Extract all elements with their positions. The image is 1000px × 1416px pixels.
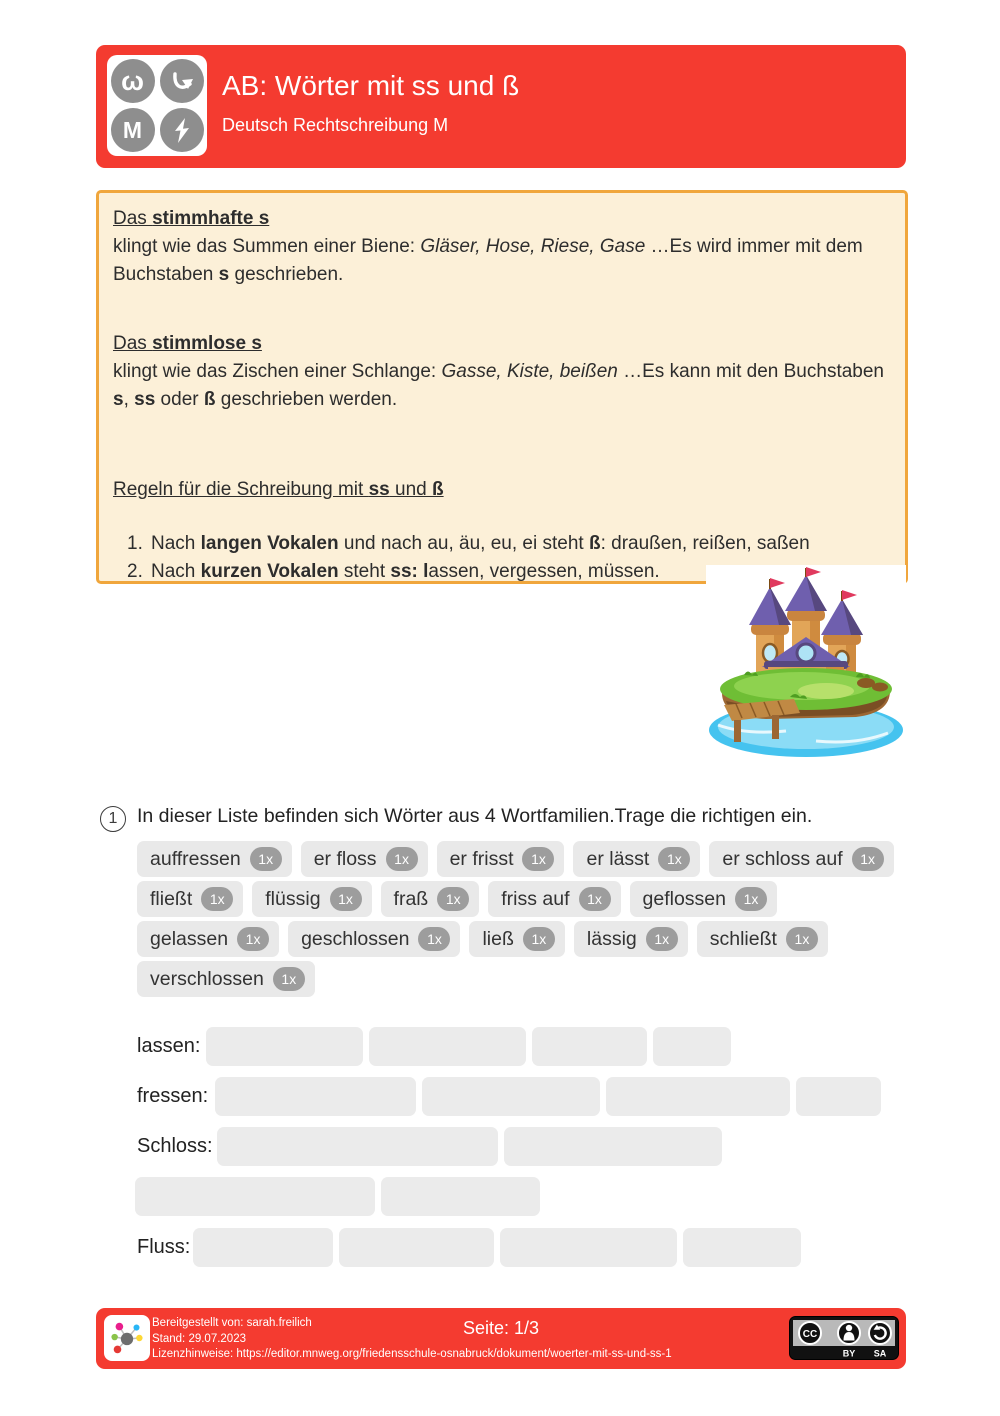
count-badge: 1x: [418, 927, 450, 951]
answer-slot[interactable]: [796, 1077, 881, 1116]
answer-slot[interactable]: [500, 1228, 677, 1267]
castle-illustration: [706, 565, 906, 761]
word-chip[interactable]: [437, 841, 565, 877]
rule-item-2: 2. Nach kurzen Vokalen steht ss: lassen, vergessen, müssen.: [127, 558, 891, 584]
count-badge: 1x: [786, 927, 818, 951]
word-chip-label: er floss: [313, 847, 377, 870]
slot-row-fressen: [215, 1077, 881, 1116]
category-label-fressen: fressen:: [137, 1085, 209, 1107]
lightning-icon: [160, 108, 204, 152]
word-chip[interactable]: [697, 921, 828, 957]
word-chip-label: lässig: [586, 927, 637, 950]
word-chip[interactable]: [137, 841, 292, 877]
cc-by-icon: [838, 1322, 860, 1344]
curved-arrow-icon: [160, 59, 204, 103]
answer-slot[interactable]: [683, 1228, 801, 1267]
answer-slot[interactable]: [422, 1077, 600, 1116]
word-chip-label: er lässt: [586, 847, 650, 870]
count-badge: 1x: [237, 927, 269, 951]
answer-slot[interactable]: [653, 1027, 731, 1066]
omega-icon: ω: [111, 59, 155, 103]
word-chip[interactable]: [630, 881, 777, 917]
count-badge: 1x: [386, 847, 418, 871]
word-chip[interactable]: [574, 921, 688, 957]
footer-license-link[interactable]: Lizenzhinweise: https://editor.mnweg.org/friedensschule-osnabruck/dokument/woerter-mit-ss-und-ss-1: [152, 1348, 672, 1360]
word-chip-label: fraß: [393, 887, 429, 910]
task-number-badge: 1: [100, 806, 126, 832]
header-bar: [96, 45, 906, 168]
footer-stand-date: Stand: 29.07.2023: [152, 1332, 246, 1345]
answer-slot[interactable]: [369, 1027, 526, 1066]
footer-bar: [96, 1308, 906, 1369]
word-chip[interactable]: [137, 921, 279, 957]
info-paragraph: klingt wie das Zischen einer Schlange: Gasse, Kiste, beißen …Es kann mit den Buchstaben s, ss oder ß geschrieben werden.: [113, 361, 884, 410]
count-badge: 1x: [579, 887, 611, 911]
rules-heading: Regeln für die Schreibung mit ss und ß: [113, 479, 444, 500]
word-chip-label: geflossen: [642, 887, 726, 910]
word-chip-label: auffressen: [150, 847, 241, 870]
page-title: AB: Wörter mit ss und ß: [222, 70, 520, 101]
svg-text:BY: BY: [842, 1348, 856, 1359]
word-chip[interactable]: [137, 961, 315, 997]
info-paragraph: klingt wie das Summen einer Biene: Gläser, Hose, Riese, Gase …Es wird immer mit dem Buchstaben s geschrieben.: [113, 236, 863, 285]
count-badge: 1x: [658, 847, 690, 871]
answer-slot[interactable]: [532, 1027, 647, 1066]
info-heading-stimmhaftes-s: Das stimmhafte s: [113, 208, 270, 229]
word-chip-label: friss auf: [501, 887, 570, 910]
count-badge: 1x: [330, 887, 362, 911]
rule-text: Nach langen Vokalen und nach au, äu, eu, ei steht ß: draußen, reißen, saßen: [151, 533, 810, 554]
answer-slot[interactable]: [206, 1027, 363, 1066]
cc-icon: [799, 1322, 821, 1344]
info-heading-stimmloses-s: Das stimmlose s: [113, 333, 262, 354]
count-badge: 1x: [852, 847, 884, 871]
word-chip-label: schließt: [709, 927, 777, 950]
answer-slot[interactable]: [135, 1177, 375, 1216]
slot-row-schloss: [217, 1127, 722, 1166]
word-chip[interactable]: [469, 921, 564, 957]
word-chip[interactable]: [381, 881, 480, 917]
info-box: [96, 190, 908, 584]
chip-row: [137, 961, 927, 997]
answer-slot[interactable]: [381, 1177, 540, 1216]
word-chip-label: fließt: [150, 887, 193, 910]
word-chip[interactable]: [488, 881, 620, 917]
answer-slot[interactable]: [339, 1228, 494, 1267]
chip-row: [137, 841, 927, 877]
slot-row-lassen: [206, 1027, 731, 1066]
answer-slot[interactable]: [217, 1127, 498, 1166]
cc-sa-icon: [869, 1322, 891, 1344]
answer-slot[interactable]: [215, 1077, 416, 1116]
chip-row: [137, 921, 927, 957]
word-chip-label: verschlossen: [150, 967, 264, 990]
word-chip-label: geschlossen: [301, 927, 410, 950]
word-chip[interactable]: [137, 881, 243, 917]
word-chip-list: [137, 841, 927, 1001]
svg-text:CC: CC: [802, 1329, 818, 1340]
word-chip[interactable]: [709, 841, 893, 877]
chip-row: [137, 881, 927, 917]
category-label-fluss: Fluss:: [137, 1236, 191, 1258]
word-chip-label: er schloss auf: [722, 847, 843, 870]
answer-slot[interactable]: [606, 1077, 790, 1116]
cc-by-sa-badge: [789, 1316, 899, 1365]
category-label-lassen: lassen:: [137, 1035, 201, 1057]
count-badge: 1x: [437, 887, 469, 911]
word-chip-label: flüssig: [265, 887, 321, 910]
word-chip[interactable]: [288, 921, 460, 957]
category-label-schloss: Schloss:: [137, 1135, 213, 1157]
page-indicator: Seite: 1/3: [462, 1318, 540, 1338]
answer-slot[interactable]: [193, 1228, 333, 1267]
svg-text:SA: SA: [873, 1348, 887, 1359]
word-chip-label: er frisst: [449, 847, 514, 870]
slot-row-schloss-continued: [135, 1177, 540, 1216]
count-badge: 1x: [201, 887, 233, 911]
word-chip[interactable]: [573, 841, 700, 877]
count-badge: 1x: [523, 927, 555, 951]
footer-provided-by: Bereitgestellt von: sarah.freilich: [152, 1317, 312, 1329]
count-badge: 1x: [735, 887, 767, 911]
count-badge: 1x: [250, 847, 282, 871]
word-chip-label: gelassen: [150, 927, 229, 950]
slot-row-fluss: [193, 1228, 801, 1267]
word-chip[interactable]: [301, 841, 428, 877]
word-chip-label: ließ: [482, 927, 514, 950]
task-instruction: In dieser Liste befinden sich Wörter aus 4 Wortfamilien.Trage die richtigen ein.: [137, 805, 813, 827]
letter-m-icon: M: [111, 108, 155, 152]
count-badge: 1x: [646, 927, 678, 951]
count-badge: 1x: [273, 967, 305, 991]
page-subtitle: Deutsch Rechtschreibung M: [222, 115, 449, 135]
rule-item-1: 1. Nach langen Vokalen und nach au, äu, eu, ei steht ß: draußen, reißen, saßen: [127, 530, 891, 558]
answer-slot[interactable]: [504, 1127, 722, 1166]
rule-text: Nach kurzen Vokalen steht ss: lassen, vergessen, müssen.: [151, 561, 660, 582]
app-logo: [107, 55, 207, 156]
word-chip[interactable]: [252, 881, 371, 917]
count-badge: 1x: [522, 847, 554, 871]
